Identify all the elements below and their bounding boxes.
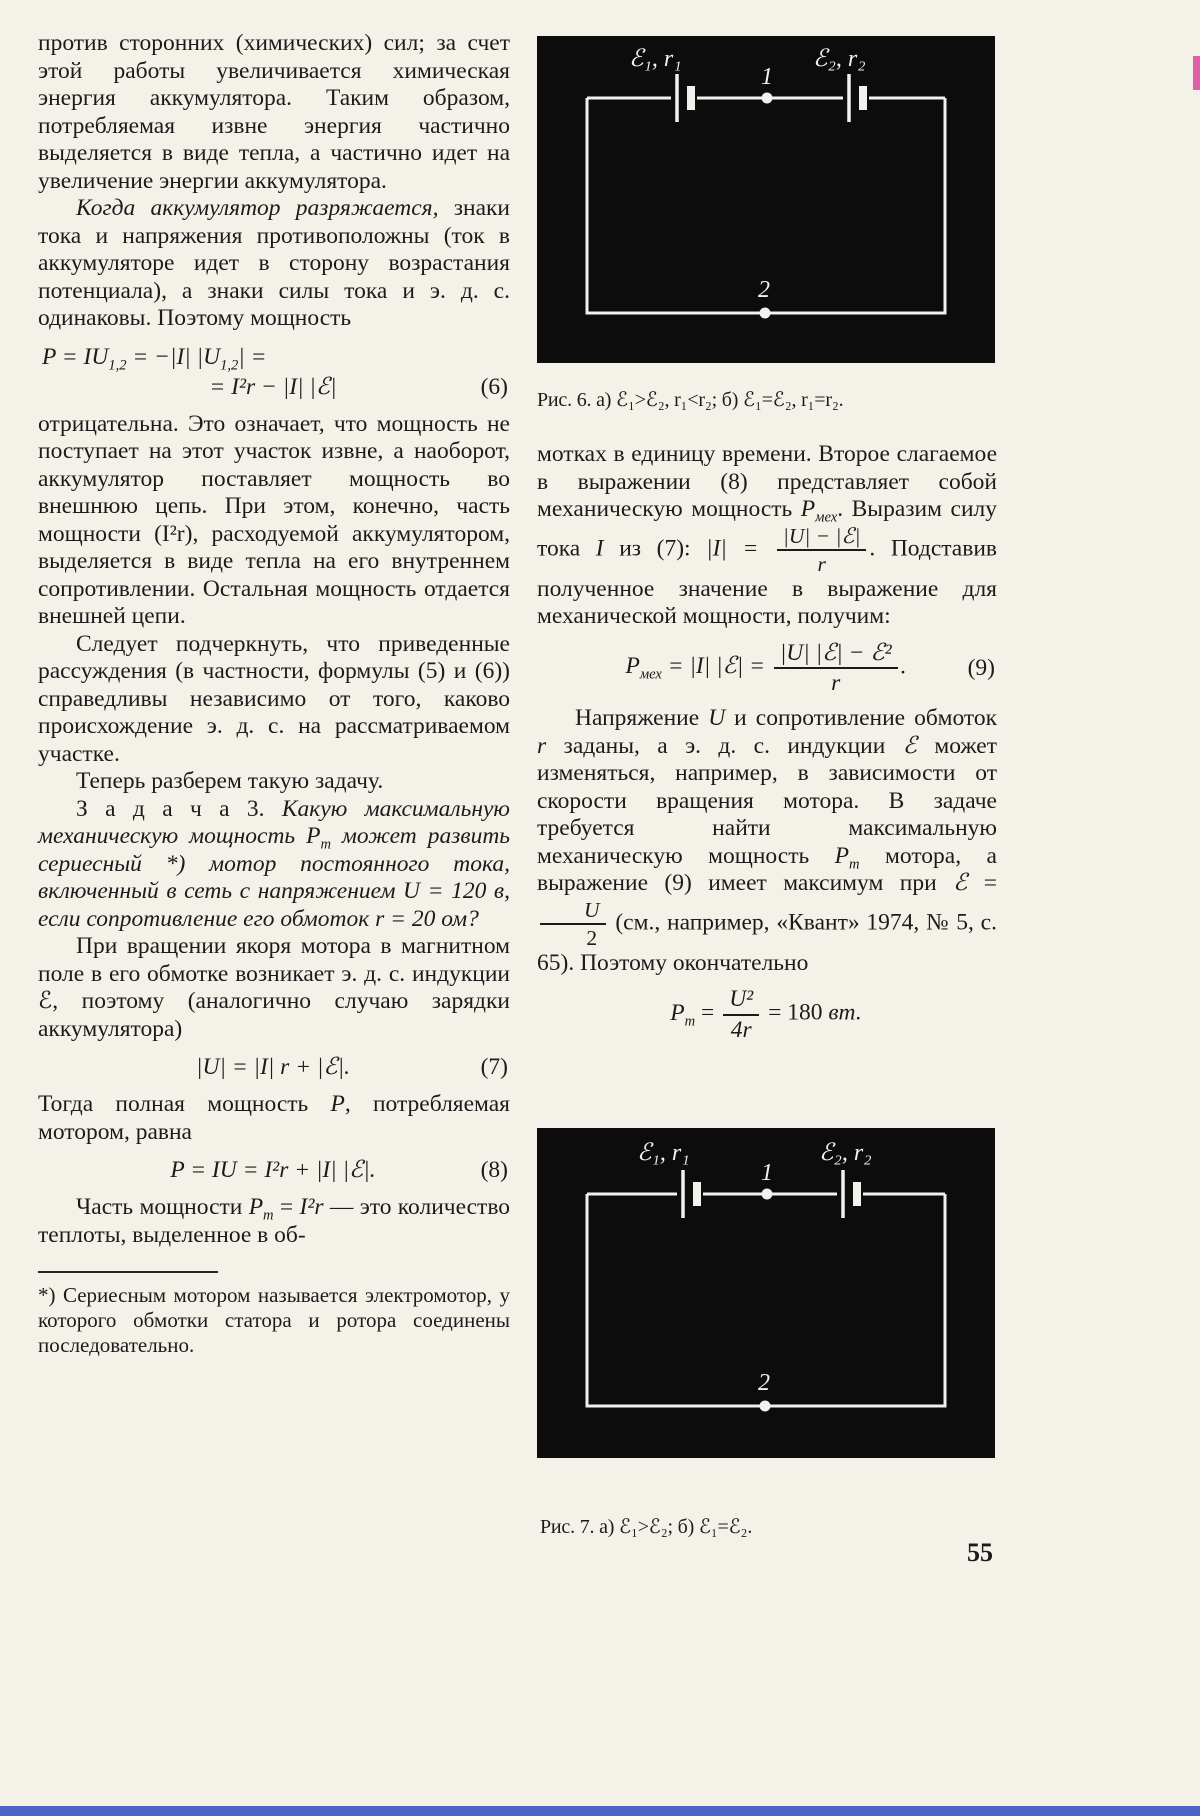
node-1-dot: [762, 1189, 773, 1200]
circuit-diagram-7: [537, 1128, 995, 1458]
current-fraction: $\frac{\text{|U| − |ℰ|}}{r}$: [777, 524, 866, 576]
equation-number-6: (6): [480, 373, 508, 400]
pm-symbol: P: [306, 823, 321, 849]
paragraph-accumulator-energy: против сторонних (химических) сил; за счет этой работы увеличивается химическая энергия аккумулятора. Таким образом, потребляемая извне энергия частично выделяется в виде тепла, а частично идет на увеличение энергии аккумулятора.: [38, 30, 510, 194]
footnote-series-motor: *) Сериесным мотором называется электромотор, у которого обмотки статора и ротора соединены последовательно.: [38, 1283, 510, 1357]
left-column: [38, 30, 510, 1358]
pm-symbol: P: [670, 1000, 685, 1027]
task-label: З а д а ч а 3.: [76, 795, 265, 822]
emf2-label: ℰ₂, r₂: [819, 1140, 872, 1166]
node-2-dot: [760, 308, 771, 319]
figure-7-caption: Рис. 7. а) ℰ₁>ℰ₂; б) ℰ₁=ℰ₂.: [540, 1516, 753, 1538]
paragraph-heat-part: Часть мощности $P_т = I^2r$ — это количество теплоты, выделенное в об-: [38, 1194, 510, 1248]
node-1-label: 1: [761, 1160, 773, 1186]
paragraph-total-power: Тогда полная мощность P, потребляемая мотором, равна: [38, 1091, 510, 1145]
paragraph-remark-formulas: Следует подчеркнуть, что приведенные рассуждения (в частности, формулы (5) и (6)) справедливы независимо от того, каково происхождение э. д. с. на рассматриваемом участке.: [38, 630, 510, 767]
figure-6-circuit: [537, 36, 995, 363]
formula-6: $P = IU_{1,2} = -|I|$ $|U_{1,2}|$ = = I²r − |I| |ℰ| (6): [42, 343, 508, 400]
equation-number-9: (9): [967, 654, 995, 681]
footnote-divider: [38, 1271, 218, 1273]
paragraph-task-3: З а д а ч а 3. Какую максимальную механическую мощность $P_m$ может развить сериесный *) мотор постоянного тока, включенный в сеть с напряжением U = 120 в, если сопротивление его обмоток r = 20 ом?: [38, 795, 510, 932]
pmech-symbol: P: [625, 653, 640, 680]
formula-9: $P_{мех} = |I|$ |ℰ| = $\frac{\text{|U| |ℰ| − ℰ²}}{r}$ . (9): [625, 639, 995, 696]
italic-lead: Когда аккумулятор разряжается,: [76, 195, 439, 221]
equation-number-7: (7): [480, 1054, 508, 1080]
node-2-dot: [760, 1401, 771, 1412]
pmech-symbol: P: [800, 496, 816, 522]
node-1-label: 1: [761, 64, 773, 90]
formula-7: |U| = |I| r + |ℰ|. (7): [196, 1054, 508, 1080]
emf1-label: ℰ₁, r₁: [637, 1140, 690, 1166]
paragraph-lets-solve: Теперь разберем такую задачу.: [76, 768, 384, 794]
formula-8: P = IU = I²r + |I| |ℰ|. (8): [170, 1157, 508, 1183]
pm-symbol: P: [834, 842, 850, 869]
page-number: 55: [967, 1538, 993, 1567]
u-half-fraction: $\frac{U}{2}$: [540, 898, 606, 950]
formula-pm-result: $P_m$ = $\frac{\text{U²}}{4r}$ = 180 вт.: [670, 986, 862, 1043]
paragraph-negative-power: отрицательна. Это означает, что мощность не поступает на этот участок извне, а наоборот, аккумулятор поставляет мощность во внешнюю цепь. При этом, конечно, часть мощности (I²r), расходуемой аккумулятором, выделяется в виде тепла на его внутреннем сопротивлении. Остальная мощность отдается внешней цепи.: [38, 410, 510, 629]
node-2-label: 2: [758, 1370, 770, 1396]
paragraph-maximum: Напряжение U и сопротивление обмоток r заданы, а э. д. с. индукции ℰ может изменяться, например, в зависимости от скорости вращения мотора. В задаче требуется найти максимальную механическую мощность $P_m$ мотора, а выражение (9) имеет максимум при ℰ = $\frac{U}{2}$ (см., например, «Квант» 1974, № 5, с. 65). Поэтому окончательно: [537, 705, 998, 976]
paragraph-motor-rotation: При вращении якоря мотора в магнитном поле в его обмотке возникает э. д. с. индукции ℰ, поэтому (аналогично случаю зарядки аккумулятора): [38, 933, 510, 1042]
figure-7-circuit: [537, 1128, 995, 1458]
emf2-label: ℰ₂, r₂: [813, 46, 866, 72]
scan-edge-pink-mark: [1193, 56, 1200, 90]
power-fraction: $\frac{\text{|U| |ℰ| − ℰ²}}{r}$: [774, 640, 898, 697]
paragraph-discharge: Когда аккумулятор разряжается, знаки тока и напряжения противоположны (ток в аккумуляторе идет в сторону возрастания потенциала), а знаки силы тока и э. д. с. одинаковы. Поэтому мощность: [38, 195, 510, 331]
result-fraction: $\frac{\text{U²}}{4r}$: [723, 986, 759, 1043]
paragraph-mech-power: мотках в единицу времени. Второе слагаемое в выражении (8) представляет собой механическую мощность $P_{мех}$. Выразим силу тока I из (7): |I| = $\frac{\text{|U| − |ℰ|}}{r}$ . Подставив полученное значение в выражение для механической мощности, получим:: [537, 441, 997, 630]
node-1-dot: [762, 93, 773, 104]
right-column: [537, 30, 997, 1052]
scan-edge-blue-bar: [0, 1806, 1200, 1816]
pt-symbol: P: [248, 1194, 264, 1220]
circuit-diagram-6: [537, 36, 995, 363]
figure-6-caption: Рис. 6. а) ℰ₁>ℰ₂, r₁<r₂; б) ℰ₁=ℰ₂, r₁=r₂.: [537, 389, 844, 411]
emf1-label: ℰ₁, r₁: [629, 46, 682, 72]
node-2-label: 2: [758, 277, 770, 303]
equation-number-8: (8): [480, 1157, 508, 1183]
